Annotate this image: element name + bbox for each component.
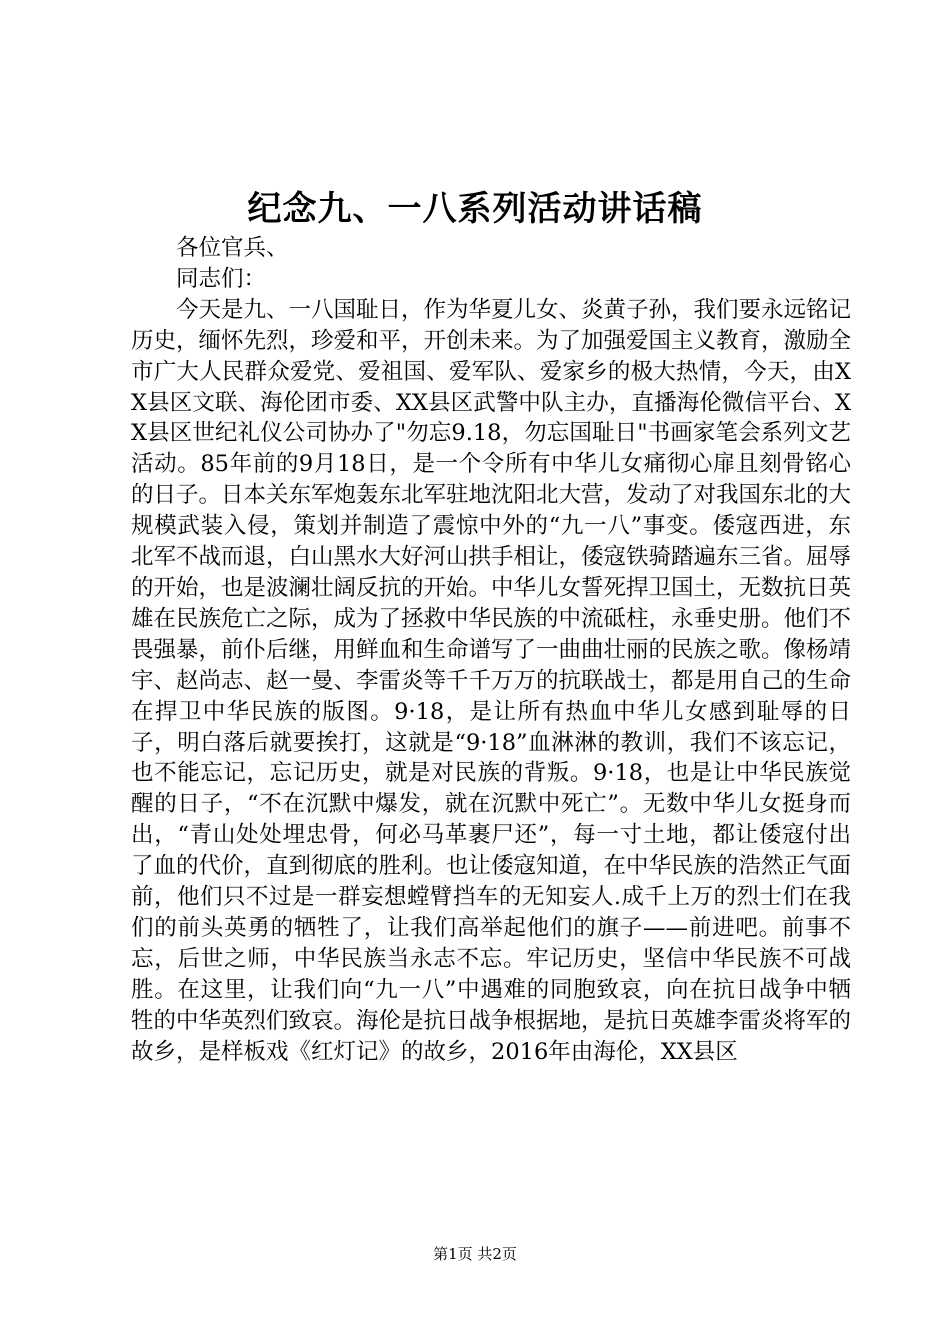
speech-paragraph: 今天是九、一八国耻日，作为华夏儿女、炎黄子孙，我们要永远铭记历史，缅怀先烈，珍爱和平，开创未来。为了加强爱国主义教育，激励全市广大人民群众爱党、爱祖国、爱军队、爱家乡的极大热情，今天，由XX县区文联、海伦团市委、XX县区武警中队主办，直播海伦微信平台、XX县区世纪礼仪公司协办了"勿忘9.18，勿忘国耻日"书画家笔会系列文艺活动。85年前的9月18日，是一个令所有中华儿女痛彻心扉且刻骨铭心的日子。日本关东军炮轰东北军驻地沈阳北大营，发动了对我国东北的大规模武装入侵，策划并制造了震惊中外的“九一八”事变。倭寇西进，东北军不战而退，白山黑水大好河山拱手相让，倭寇铁骑踏遍东三省。屈辱的开始，也是波澜壮阔反抗的开始。中华儿女誓死捍卫国土，无数抗日英雄在民族危亡之际，成为了拯救中华民族的中流砥柱，永垂史册。他们不畏强暴，前仆后继，用鲜血和生命谱写了一曲曲壮丽的民族之歌。像杨靖宇、赵尚志、赵一曼、李雷炎等千千万万的抗联战士，都是用自己的生命在捍卫中华民族的版图。9·18，是让所有热血中华儿女感到耻辱的日子，明白落后就要挨打，这就是“9·18”血淋淋的教训，我们不该忘记，也不能忘记，忘记历史，就是对民族的背叛。9·18，也是让中华民族觉醒的日子，“不在沉默中爆发，就在沉默中死亡”。无数中华儿女挺身而出，“青山处处埋忠骨，何必马革裹尸还”，每一寸土地，都让倭寇付出了血的代价，直到彻底的胜利。也让倭寇知道，在中华民族的浩然正气面前，他们只不过是一群妄想螳臂挡车的无知妄人.成千上万的烈士们在我们的前头英勇的牺牲了，让我们高举起他们的旗子——前进吧。前事不忘，后世之师，中华民族当永志不忘。牢记历史，坚信中华民族不可战胜。在这里，让我们向“九一八”中遇难的同胞致哀，向在抗日战争中牺牲的中华英烈们致哀。海伦是抗日战争根据地，是抗日英雄李雷炎将军的故乡，是样板戏《红灯记》的故乡，2016年由海伦，XX县区	[131, 296, 852, 1065]
greeting-line-2: 同志们：	[176, 265, 267, 292]
document-title: 纪念九、一八系列活动讲话稿	[247, 189, 703, 229]
document-body	[131, 233, 851, 1067]
page-number-footer: 第1页 共2页	[433, 1245, 517, 1263]
greeting-line-1: 各位官兵、	[176, 235, 289, 261]
